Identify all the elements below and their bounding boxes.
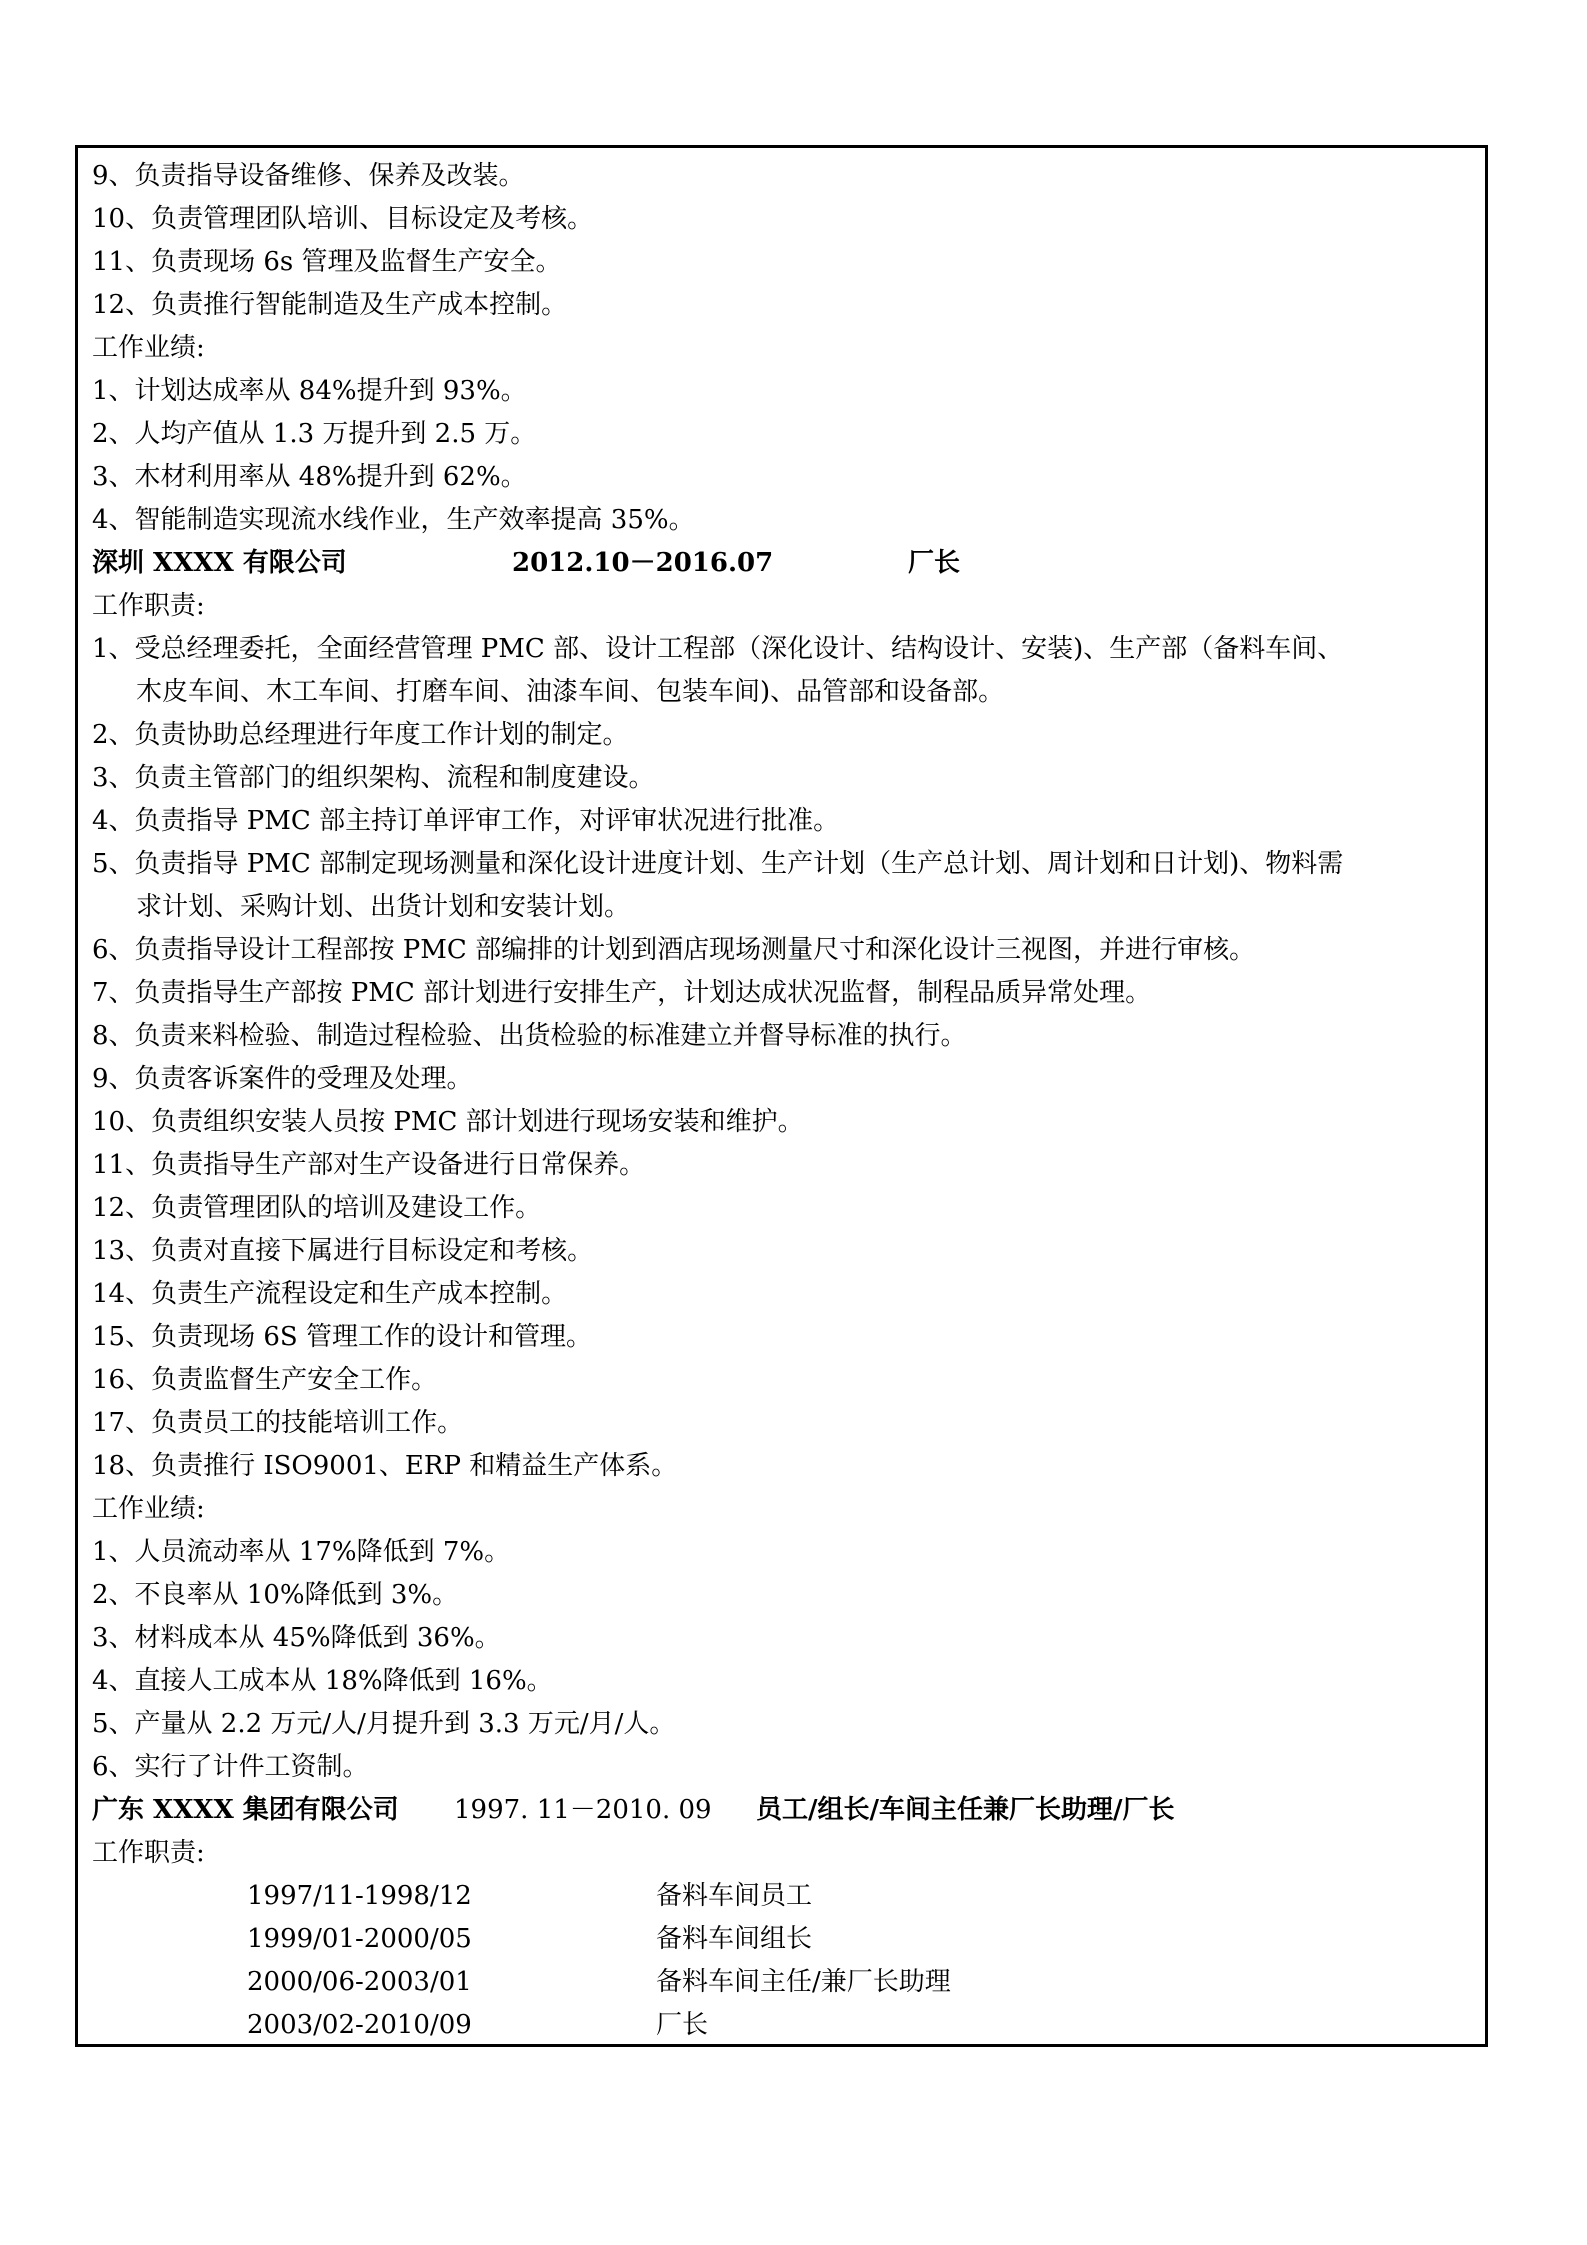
result-item: 2、不良率从 10%降低到 3%。 <box>92 1580 459 1610</box>
duty-item: 11、负责现场 6s 管理及监督生产安全。 <box>92 247 562 277</box>
duty-item-continuation: 求计划、采购计划、出货计划和安装计划。 <box>136 892 631 922</box>
timeline-role: 备料车间主任/兼厂长助理 <box>656 1967 951 1997</box>
timeline-role: 备料车间员工 <box>656 1881 813 1911</box>
timeline-dates: 2003/02-2010/09 <box>247 2010 472 2040</box>
employment-period: 2012.10－2016.07 <box>512 548 774 578</box>
company-name: 深圳 XXXX 有限公司 <box>92 548 347 578</box>
duty-item: 9、负责客诉案件的受理及处理。 <box>92 1064 473 1094</box>
result-item: 4、直接人工成本从 18%降低到 16%。 <box>92 1666 553 1696</box>
duty-item: 12、负责管理团队的培训及建设工作。 <box>92 1193 542 1223</box>
result-item: 3、木材利用率从 48%提升到 62%。 <box>92 462 527 492</box>
section2-results <box>92 1531 1452 1789</box>
section1-duties <box>92 155 1452 327</box>
duty-item: 5、负责指导 PMC 部制定现场测量和深化设计进度计划、生产计划（生产总计划、周计划和日计划)、物料需 <box>92 849 1344 879</box>
result-item: 5、产量从 2.2 万元/人/月提升到 3.3 万元/月/人。 <box>92 1709 676 1739</box>
duty-item: 8、负责来料检验、制造过程检验、出货检验的标准建立并督导标准的执行。 <box>92 1021 967 1051</box>
duty-item: 15、负责现场 6S 管理工作的设计和管理。 <box>92 1322 592 1352</box>
duty-item: 10、负责组织安装人员按 PMC 部计划进行现场安装和维护。 <box>92 1107 804 1137</box>
section1-results <box>92 370 1452 542</box>
duties-heading: 工作职责: <box>92 1838 205 1868</box>
result-item: 4、智能制造实现流水线作业，生产效率提高 35%。 <box>92 505 695 535</box>
job-title: 厂长 <box>908 548 961 578</box>
duty-item: 1、受总经理委托，全面经营管理 PMC 部、设计工程部（深化设计、结构设计、安装)、生产部（备料车间、 <box>92 634 1344 664</box>
duty-item: 12、负责推行智能制造及生产成本控制。 <box>92 290 568 320</box>
timeline-role: 备料车间组长 <box>656 1924 813 1954</box>
duty-item: 17、负责员工的技能培训工作。 <box>92 1408 464 1438</box>
resume-content <box>92 155 1452 2047</box>
duty-item: 4、负责指导 PMC 部主持订单评审工作，对评审状况进行批准。 <box>92 806 840 836</box>
timeline-dates: 2000/06-2003/01 <box>247 1967 472 1997</box>
duty-item: 18、负责推行 ISO9001、ERP 和精益生产体系。 <box>92 1451 678 1481</box>
duty-item: 11、负责指导生产部对生产设备进行日常保养。 <box>92 1150 646 1180</box>
timeline-row <box>92 1961 1452 2004</box>
company-header <box>92 542 1452 585</box>
results-heading: 工作业绩: <box>92 333 205 363</box>
duty-item: 9、负责指导设备维修、保养及改装。 <box>92 161 525 191</box>
duty-item: 7、负责指导生产部按 PMC 部计划进行安排生产，计划达成状况监督，制程品质异常处理。 <box>92 978 1152 1008</box>
duty-item: 13、负责对直接下属进行目标设定和考核。 <box>92 1236 594 1266</box>
duty-item: 10、负责管理团队培训、目标设定及考核。 <box>92 204 594 234</box>
timeline-row <box>92 1918 1452 1961</box>
duties-heading: 工作职责: <box>92 591 205 621</box>
section2-duties <box>92 628 1452 1488</box>
company-name: 广东 XXXX 集团有限公司 <box>92 1795 399 1825</box>
result-item: 3、材料成本从 45%降低到 36%。 <box>92 1623 501 1653</box>
timeline-role: 厂长 <box>656 2010 709 2040</box>
employment-period: 1997. 11－2010. 09 <box>454 1795 712 1825</box>
timeline-dates: 1999/01-2000/05 <box>247 1924 472 1954</box>
company-header <box>92 1789 1452 1832</box>
duty-item: 14、负责生产流程设定和生产成本控制。 <box>92 1279 568 1309</box>
job-title: 员工/组长/车间主任兼厂长助理/厂长 <box>756 1795 1175 1825</box>
career-timeline <box>92 1875 1452 2047</box>
result-item: 1、人员流动率从 17%降低到 7%。 <box>92 1537 511 1567</box>
duty-item-continuation: 木皮车间、木工车间、打磨车间、油漆车间、包装车间)、品管部和设备部。 <box>136 677 1005 707</box>
duty-item: 3、负责主管部门的组织架构、流程和制度建设。 <box>92 763 655 793</box>
timeline-dates: 1997/11-1998/12 <box>247 1881 472 1911</box>
timeline-row <box>92 2004 1452 2047</box>
timeline-row <box>92 1875 1452 1918</box>
results-heading: 工作业绩: <box>92 1494 205 1524</box>
duty-item: 6、负责指导设计工程部按 PMC 部编排的计划到酒店现场测量尺寸和深化设计三视图，并进行审核。 <box>92 935 1256 965</box>
duty-item: 2、负责协助总经理进行年度工作计划的制定。 <box>92 720 629 750</box>
duty-item: 16、负责监督生产安全工作。 <box>92 1365 438 1395</box>
result-item: 6、实行了计件工资制。 <box>92 1752 369 1782</box>
result-item: 2、人均产值从 1.3 万提升到 2.5 万。 <box>92 419 537 449</box>
result-item: 1、计划达成率从 84%提升到 93%。 <box>92 376 527 406</box>
